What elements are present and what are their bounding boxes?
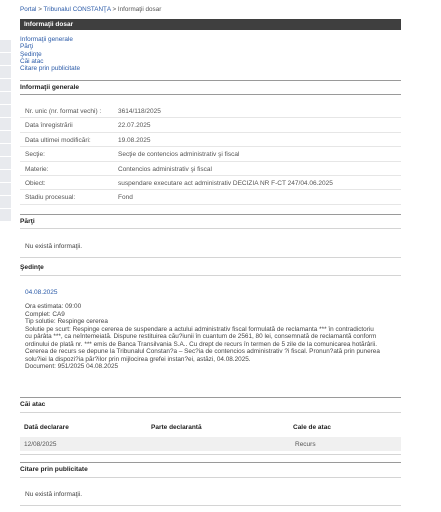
info-key: Obiect:	[25, 179, 46, 187]
info-value: 3614/118/2025	[118, 108, 161, 115]
section-divider	[20, 454, 401, 455]
info-key: Secţie:	[25, 151, 45, 159]
info-value: Contencios administrativ şi fiscal	[118, 165, 212, 173]
info-value: 22.07.2025	[118, 122, 151, 130]
table-row	[20, 437, 401, 451]
section-title-sedinte: Şedinţe	[20, 264, 44, 271]
session-line: solu?iei la dispozi?ia păr?ilor prin mijlocirea grefei instan?ei, astăzi, 04.08.2025.	[25, 355, 251, 363]
section-divider	[20, 412, 401, 413]
section-title-citare: Citare prin publicitate	[20, 466, 88, 473]
section-divider	[20, 275, 401, 276]
info-value: suspendare executare act administrativ DECIZIA NR F-CT 247/04.06.2025	[118, 179, 333, 187]
session-line: Solutie pe scurt: Respinge cererea de suspendare a actului administrativ fiscal formulată de reclamanta *** în contradictoriu	[25, 325, 374, 333]
section-title-cai-atac: Căi atac	[20, 401, 46, 408]
section-title-general: Informaţii generale	[20, 84, 79, 91]
nav-link-sedinte[interactable]: Şedinţe	[20, 50, 42, 58]
info-value: Secţie de contencios administrativ şi fiscal	[118, 151, 240, 159]
info-value: Fond	[118, 194, 133, 202]
session-line: Ora estimata: 09:00	[25, 303, 82, 310]
breadcrumb-current: Informaţii dosar	[117, 6, 162, 13]
column-header: Parte declarantă	[151, 424, 202, 431]
nav-link-informatii-generale[interactable]: Informaţii generale	[20, 36, 73, 43]
info-value: 19.08.2025	[118, 136, 151, 144]
section-nav	[20, 36, 80, 72]
nav-link-parti[interactable]: Părţi	[20, 43, 34, 51]
session-date: 04.08.2025	[25, 289, 58, 296]
section-divider	[20, 462, 401, 463]
info-row	[20, 147, 401, 161]
info-row	[20, 133, 401, 147]
cai-atac-header	[20, 420, 401, 434]
info-key: Materie:	[25, 165, 49, 173]
column-header: Cale de atac	[293, 424, 331, 431]
section-divider	[20, 477, 401, 478]
info-key: Data ultimei modificări:	[25, 136, 91, 144]
session-line: Tip solutie: Respinge cererea	[25, 318, 108, 325]
info-key: Nr. unic (nr. format vechi) :	[25, 108, 102, 115]
general-info-table	[20, 104, 401, 205]
section-divider	[20, 94, 401, 95]
page-title: Informaţii dosar	[24, 21, 74, 28]
info-key: Data înregistrării	[25, 122, 73, 130]
breadcrumb-tribunal-link[interactable]: Tribunalul CONSTANŢA	[43, 6, 111, 13]
info-row	[20, 190, 401, 204]
session-details	[25, 303, 397, 371]
citare-empty-message: Nu există informaţii.	[25, 491, 83, 498]
cell-date: 12/08/2025	[24, 441, 57, 448]
breadcrumb-portal-link[interactable]: Portal	[20, 6, 37, 13]
page-title-bar	[20, 19, 401, 30]
info-row	[20, 162, 401, 176]
parti-empty-message: Nu există informaţii.	[25, 243, 83, 250]
info-row	[20, 118, 401, 132]
breadcrumb-separator: >	[38, 6, 42, 13]
breadcrumb-separator: >	[112, 6, 117, 13]
section-divider	[20, 505, 401, 506]
breadcrumb	[20, 6, 161, 13]
info-row	[20, 176, 401, 190]
info-row	[20, 104, 401, 118]
info-key: Stadiu procesual:	[25, 194, 76, 202]
session-line: Document: 951/2025 04.08.2025	[25, 363, 119, 370]
left-sidebar-strip	[0, 0, 12, 512]
section-divider	[20, 228, 401, 229]
column-header: Dată declarare	[24, 424, 69, 431]
session-line: ordinului de plată nr. *** emis de Banca Transilvania S.A.. Cu drept de recurs în termen de 5 zile de la comunicarea hotărârii.	[25, 340, 378, 348]
section-title-parti: Părţi	[20, 218, 35, 225]
cell-cale: Recurs	[295, 441, 316, 448]
session-line: Cererea de recurs se depune la Tribunalul Constan?a – Sec?ia de contencios administrativ ?i fiscal. Pronun?ată prin punerea	[25, 348, 380, 355]
session-line: cu pârâta ***, ca neîntemeiată. Dispune restituirea cău?iunii în cuantum de 2561, 80 lei, consemnată de reclamantă conform	[25, 333, 377, 340]
nav-link-citare[interactable]: Citare prin publicitate	[20, 65, 81, 73]
session-line: Complet: CA9	[25, 310, 65, 318]
section-divider	[20, 214, 401, 215]
section-divider	[20, 397, 401, 398]
nav-link-cai-atac[interactable]: Căi atac	[20, 57, 44, 65]
section-divider	[20, 257, 401, 258]
section-divider	[20, 80, 401, 81]
